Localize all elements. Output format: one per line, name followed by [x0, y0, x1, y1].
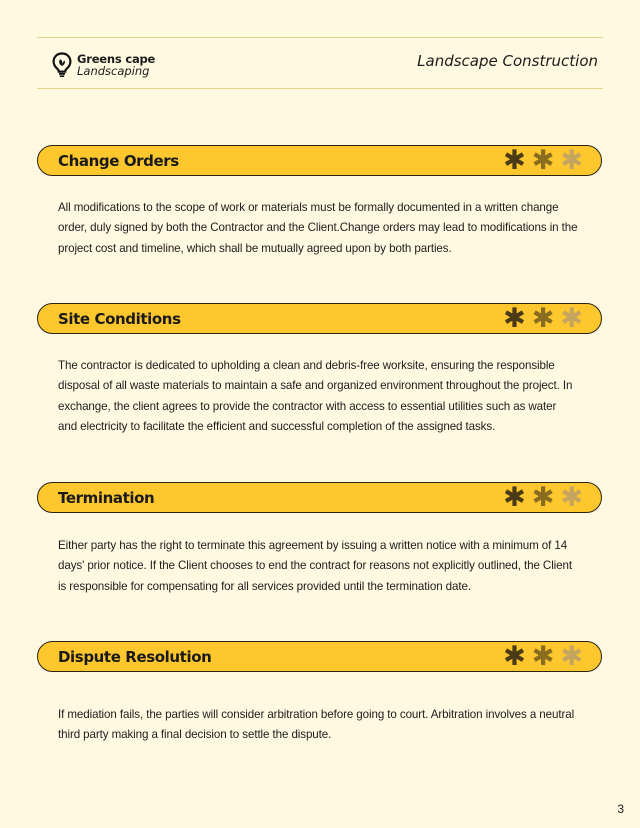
section-header-site-conditions	[37, 303, 602, 334]
decorative-stars	[497, 145, 583, 176]
section-body-dispute-resolution: If mediation fails, the parties will consider arbitration before going to court. Arbitration involves a neutral third party making a final decision to settle the dispute.	[58, 708, 575, 742]
decorative-stars	[497, 641, 583, 672]
header-top-rule	[37, 37, 603, 38]
asterisk-icon: ✱	[503, 641, 526, 672]
section-header-change-orders	[37, 145, 602, 176]
section-header-termination	[37, 482, 602, 513]
asterisk-icon: ✱	[503, 482, 526, 513]
asterisk-icon: ✱	[531, 641, 555, 672]
lightbulb-leaf-icon	[52, 52, 72, 78]
decorative-stars	[497, 482, 583, 513]
page-number: 3	[617, 802, 624, 816]
asterisk-icon: ✱	[503, 145, 526, 176]
asterisk-icon: ✱	[560, 145, 583, 176]
asterisk-icon: ✱	[503, 303, 526, 334]
asterisk-icon: ✱	[531, 145, 555, 176]
header-bottom-rule	[37, 88, 603, 89]
brand-subtitle: Landscaping	[77, 64, 150, 78]
section-body-site-conditions: The contractor is dedicated to upholding a clean and debris-free worksite, ensuring the responsible disposal of all waste materials to maintain a safe and organized environment throughout the project. In exchange, the client agrees to provide the contractor with access to essential utilities such as water and electricity to facilitate the efficient and successful completion of the assigned tasks.	[58, 359, 573, 433]
asterisk-icon: ✱	[531, 303, 555, 334]
section-body-termination: Either party has the right to terminate this agreement by issuing a written notice with a minimum of 14 days' prior notice. If the Client chooses to end the contract for reasons not explicitly outlined, the Client is responsible for compensating for all services provided until the termination date.	[58, 539, 572, 593]
section-title: Site Conditions	[58, 310, 181, 328]
section-header-dispute-resolution	[37, 641, 602, 672]
asterisk-icon: ✱	[560, 482, 583, 513]
brand-logo	[52, 52, 155, 78]
asterisk-icon: ✱	[531, 482, 555, 513]
section-title: Change Orders	[58, 152, 179, 170]
asterisk-icon: ✱	[560, 641, 583, 672]
document-title: Landscape Construction	[417, 52, 598, 70]
section-title: Termination	[58, 489, 155, 507]
section-body-change-orders: All modifications to the scope of work or materials must be formally documented in a written change order, duly signed by both the Contractor and the Client.Change orders may lead to modifications in the project cost and timeline, which shall be mutually agreed upon by both parties.	[58, 201, 578, 255]
asterisk-icon: ✱	[560, 303, 583, 334]
brand-name: Greens cape	[77, 52, 156, 66]
section-title: Dispute Resolution	[58, 648, 212, 666]
decorative-stars	[497, 303, 583, 334]
